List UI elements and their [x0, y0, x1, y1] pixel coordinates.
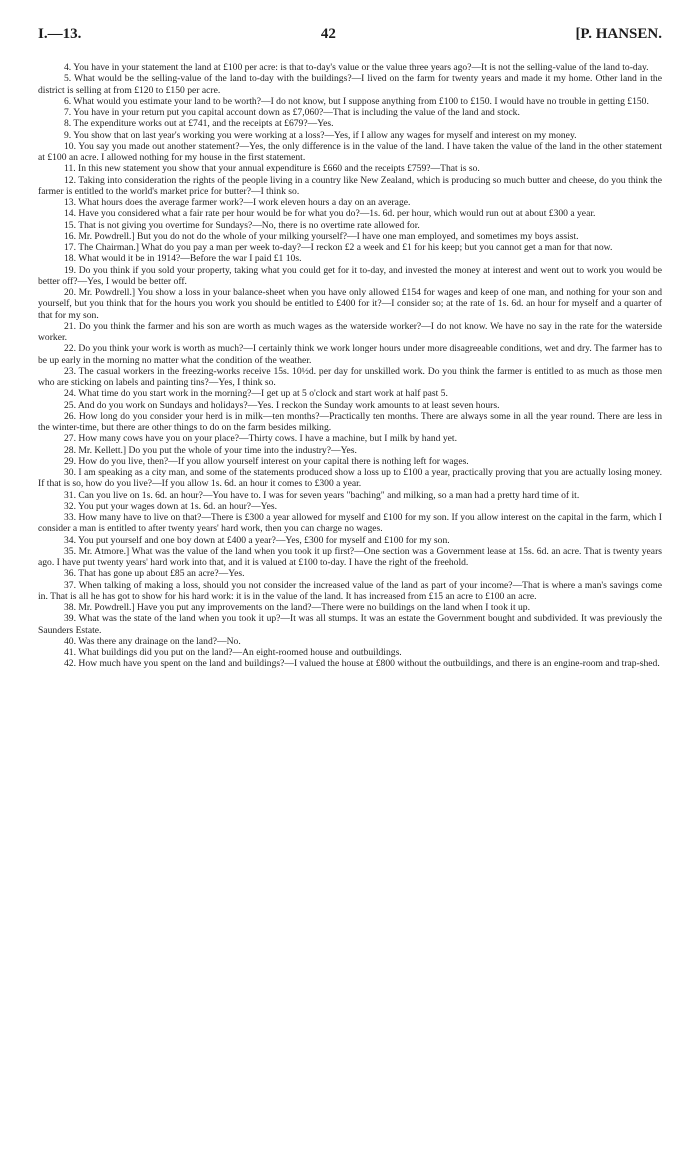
question-answer-paragraph: 31. Can you live on 1s. 6d. an hour?—You have to. I was for seven years "baching" and milking, so a man had a pretty hard time of it. — [64, 489, 580, 501]
question-answer-paragraph: 13. What hours does the average farmer work?—I work eleven hours a day on an average. — [64, 197, 411, 208]
header-reference: I.—13. — [38, 26, 82, 42]
question-answer-paragraph: 28. Mr. Kellett.] Do you put the whole of your time into the industry?—Yes. — [64, 444, 357, 456]
header-witness: [P. HANSEN. — [575, 26, 662, 42]
question-answer-paragraph: 30. I am speaking as a city man, and some of the statements produced show a loss up to £100 a year, practically proving that you are actually losing money. If that is so, how do you live?—If you allow 1s. 6d. an hour it comes to £300 a year. — [38, 467, 662, 490]
question-answer-paragraph: 37. When talking of making a loss, should you not consider the increased value of the land as part of your income?—That is where a man's savings come in. That is all he has got to show for his hard work: it is in the value of the land. It has increased from £15 an acre to £100 an acre. — [38, 579, 662, 602]
question-answer-paragraph: 39. What was the state of the land when you took it up?—It was all stumps. It was an estate the Government bought and subdivided. It was previously the Saunders Estate. — [38, 613, 662, 636]
question-answer-paragraph: 17. The Chairman.] What do you pay a man per week to-day?—I reckon £2 a week and £1 for his keep; but you cannot get a man for that now. — [64, 242, 613, 253]
question-answer-paragraph: 14. Have you considered what a fair rate per hour would be for what you do?—1s. 6d. per hour, which would run out at about £300 a year. — [64, 208, 596, 220]
question-answer-paragraph: 5. What would be the selling-value of the land to-day with the buildings?—I lived on the farm for twenty years and made it my home. Other land in the district is selling at from £120 to £150 per acre. — [38, 73, 662, 96]
question-answer-paragraph: 29. How do you live, then?—If you allow yourself interest on your capital there is nothing left for wages. — [64, 455, 469, 467]
question-answer-paragraph: 22. Do you think your work is worth as much?—I certainly think we work longer hours under more disagreeable conditions, wet and dry. The farmer has to be up early in the morning no matter what the condition of the weather. — [38, 343, 662, 366]
question-answer-paragraph: 38. Mr. Powdrell.] Have you put any improvements on the land?—There were no buildings on the land when I took it up. — [64, 602, 531, 613]
question-answer-paragraph: 34. You put yourself and one boy down at £400 a year?—Yes, £300 for myself and £100 for my son. — [64, 534, 450, 546]
question-answer-paragraph: 19. Do you think if you sold your property, taking what you could get for it to-day, and invested the money at interest and went out to work you would be better off?—Yes, I would be better off. — [38, 264, 662, 287]
page-number: 42 — [320, 26, 336, 42]
question-answer-paragraph: 32. You put your wages down at 1s. 6d. an hour?—Yes. — [64, 500, 278, 512]
question-answer-paragraph: 25. And do you work on Sundays and holidays?—Yes. I reckon the Sunday work amounts to at least seven hours. — [64, 399, 500, 411]
question-answer-paragraph: 42. How much have you spent on the land and buildings?—I valued the house at £800 without the outbuildings, and there is an engine-room and trap-shed. — [64, 658, 660, 670]
page-header — [38, 26, 662, 48]
question-answer-paragraph: 6. What would you estimate your land to be worth?—I do not know, but I suppose anything from £100 to £150. I would have no trouble in getting £150. — [64, 95, 649, 107]
question-answer-paragraph: 35. Mr. Atmore.] What was the value of the land when you took it up first?—One section was a Government lease at 15s. 6d. an acre. That is twenty years ago. I have put twenty years' hard work into that, and it is valued at £100 to-day. I have the right of the freehold. — [38, 545, 662, 568]
question-answer-paragraph: 15. That is not giving you overtime for Sundays?—No, there is no overtime rate allowed for. — [64, 219, 420, 231]
question-answer-paragraph: 24. What time do you start work in the morning?—I get up at 5 o'clock and start work at half past 5. — [64, 388, 448, 400]
question-answer-paragraph: 23. The casual workers in the freezing-works receive 15s. 10½d. per day for unskilled work. Do you think the farmer is entitled to as much as those men who are sticking on labels and painting tins?—Yes, I think so. — [38, 365, 662, 388]
question-answer-paragraph: 10. You say you made out another statement?—Yes, the only difference is in the value of the land. I have taken the value of the land in the other statement at £100 an acre. I allowed nothing for my house in the first statement. — [38, 140, 662, 163]
question-answer-paragraph: 27. How many cows have you on your place?—Thirty cows. I have a machine, but I milk by hand yet. — [64, 433, 457, 445]
question-answer-paragraph: 7. You have in your return put you capital account down as £7,060?—That is including the value of the land and stock. — [64, 107, 520, 118]
question-answer-paragraph: 9. You show that on last year's working you were working at a loss?—Yes, if I allow any wages for myself and interest on my money. — [64, 129, 577, 141]
question-answer-paragraph: 4. You have in your statement the land at £100 per acre: is that to-day's value or the value three years ago?—It is not the selling-value of the land to-day. — [64, 62, 649, 73]
question-answer-paragraph: 21. Do you think the farmer and his son are worth as much wages as the waterside worker?—I do not know. We have no say in the rate for the waterside worker. — [38, 320, 662, 343]
question-answer-paragraph: 12. Taking into consideration the rights of the people living in a country like New Zealand, which is producing so much butter and cheese, do you think the farmer is entitled to the world's market price for butter?—I think so. — [38, 174, 662, 197]
question-answer-paragraph: 41. What buildings did you put on the land?—An eight-roomed house and outbuildings. — [64, 647, 402, 658]
question-answer-paragraph: 20. Mr. Powdrell.] You show a loss in your balance-sheet when you have only allowed £154 for wages and keep of one man, and nothing for your son and yourself, but you think that for the hours you work you should be entitled to £400 for it?—I consider so; at the rate of 1s. 6d. an hour for myself and a quarter of that for my son. — [38, 287, 662, 321]
question-answer-paragraph: 26. How long do you consider your herd is in milk—ten months?—Practically ten months. There are always some in all the year round. There are less in the winter-time, but there are other things to do on the farm besides milking. — [38, 410, 662, 433]
question-answer-paragraph: 36. That has gone up about £85 an acre?—Yes. — [64, 568, 245, 580]
question-answer-paragraph: 33. How many have to live on that?—There is £300 a year allowed for myself and £100 for my son. If you allow interest on the capital in the farm, which I consider a man is entitled to after twenty years' hard work, then you can charge no wages. — [38, 512, 662, 535]
question-answer-paragraph: 16. Mr. Powdrell.] But you do not do the whole of your milking yourself?—I have one man employed, and sometimes my boys assist. — [64, 230, 579, 242]
question-answer-paragraph: 8. The expenditure works out at £741, and the receipts at £679?—Yes. — [64, 118, 334, 130]
question-answer-paragraph: 40. Was there any drainage on the land?—No. — [64, 635, 241, 647]
page-body — [38, 62, 662, 670]
question-answer-paragraph: 18. What would it be in 1914?—Before the war I paid £1 10s. — [64, 253, 302, 265]
question-answer-paragraph: 11. In this new statement you show that your annual expenditure is £660 and the receipts £759?—That is so. — [64, 163, 480, 175]
